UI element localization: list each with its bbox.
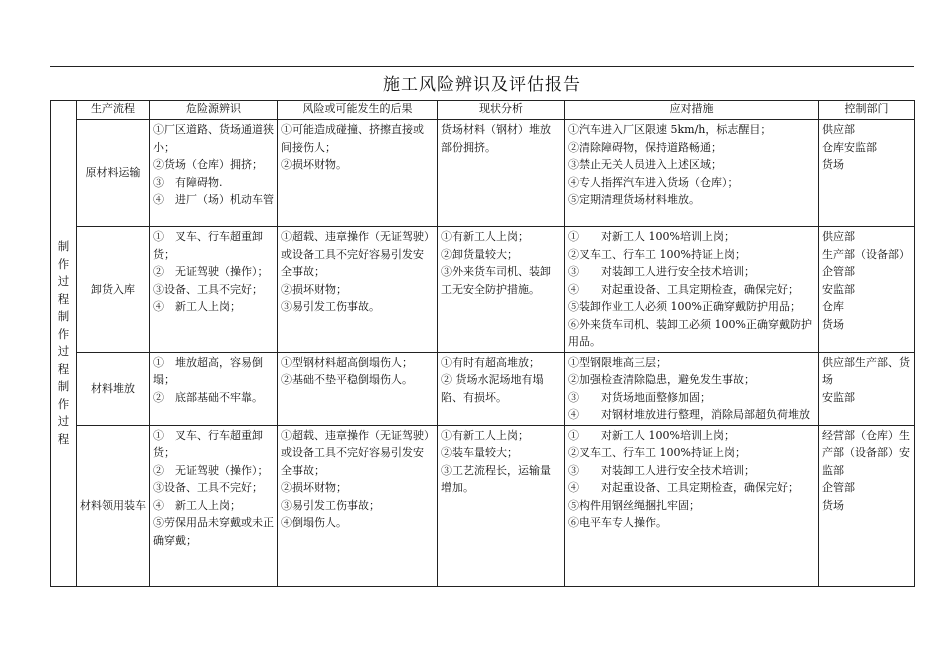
- consequences-item: ②损坏财物。: [281, 158, 347, 171]
- hazards-cell: [150, 120, 278, 227]
- measures-item: ③禁止无关人员进入上述区域；: [568, 158, 722, 171]
- consequences-cell: [278, 352, 438, 425]
- dept-item: 供应部: [822, 123, 855, 136]
- measures-item: ④专人指挥汽车进入货场（仓库）；: [568, 175, 739, 189]
- status-item: ①有新工人上岗；: [441, 230, 529, 243]
- measures-item: ①汽车进入厂区限速 5km/h，标志醒目；: [568, 123, 772, 136]
- hazards-item: ② 无证驾驶（操作）；: [153, 265, 269, 278]
- consequences-item: ④倒塌伤人。: [281, 516, 347, 529]
- status-item: ③工艺流程长，运输量增加。: [441, 463, 551, 494]
- stage-cell: 材料领用装车: [77, 425, 150, 586]
- hazards-item: ③ 有障碍物.: [153, 175, 223, 189]
- measures-item: ④ 对起重设备、工具定期检查，确保完好；: [568, 282, 799, 296]
- hazards-item: ④ 新工人上岗；: [153, 300, 241, 313]
- table-row: [51, 425, 915, 586]
- hazards-item: ① 叉车、行车超重卸货；: [153, 428, 263, 459]
- header-dept: 控制部门: [819, 101, 915, 120]
- consequences-cell: [278, 227, 438, 353]
- hazards-cell: [150, 425, 278, 586]
- dept-item: 企管部: [822, 481, 855, 494]
- status-item: 货场材料（钢材）堆放部份拥挤。: [441, 123, 551, 154]
- dept-item: 仓库: [822, 300, 844, 313]
- dept-cell: [819, 120, 915, 227]
- hazards-item: ② 无证驾驶（操作）；: [153, 463, 269, 477]
- stage-cell: 材料堆放: [77, 352, 150, 425]
- top-rule: [50, 66, 914, 67]
- header-stage: 生产流程: [77, 101, 150, 120]
- hazards-item: ⑤劳保用品未穿戴或未正确穿戴；: [153, 516, 274, 547]
- dept-item: 供应部生产部、货场: [822, 355, 910, 386]
- risk-table: [50, 100, 915, 587]
- stage-cell: 卸货入库: [77, 227, 150, 353]
- stage-cell: 原材料运输: [77, 120, 150, 227]
- consequences-cell: [278, 120, 438, 227]
- measures-item: ③ 对装卸工人进行安全技术培训；: [568, 463, 755, 477]
- dept-cell: [819, 352, 915, 425]
- header-hazards: 危险源辨识: [150, 101, 278, 120]
- header-measures: 应对措施: [565, 101, 819, 120]
- hazards-item: ④ 进厂（场）机动车管: [153, 193, 274, 206]
- consequences-item: ②损坏财物；: [281, 481, 347, 494]
- dept-item: 货场: [822, 158, 844, 171]
- measures-item: ⑤定期清理货场材料堆放。: [568, 193, 700, 206]
- measures-item: ③ 对货场地面整修加固；: [568, 390, 711, 404]
- hazards-item: ③设备、工具不完好；: [153, 282, 263, 296]
- hazards-item: ① 叉车、行车超重卸货；: [153, 230, 263, 261]
- dept-item: 货场: [822, 498, 844, 512]
- measures-item: ②叉车工、行车工 100%持证上岗；: [568, 247, 746, 261]
- hazards-item: ④ 新工人上岗；: [153, 498, 241, 512]
- dept-item: 安监部: [822, 390, 855, 404]
- status-item: ③外来货车司机、装卸工无安全防护措施。: [441, 265, 551, 296]
- hazards-item: ② 底部基础不牢靠。: [153, 390, 263, 404]
- measures-item: ②清除障碍物，保持道路畅通；: [568, 140, 722, 154]
- hazards-item: ①厂区道路、货场通道狭小；: [153, 123, 274, 154]
- table-row: [51, 120, 915, 227]
- consequences-item: ①超载、违章操作（无证驾驶）或设备工具不完好容易引发安全事故；: [281, 428, 430, 477]
- measures-item: ②加强检查清除隐患，避免发生事故；: [568, 373, 755, 386]
- hazards-item: ③设备、工具不完好；: [153, 481, 263, 494]
- dept-cell: [819, 425, 915, 586]
- table-row: [51, 352, 915, 425]
- header-row: [51, 101, 915, 120]
- consequences-item: ③易引发工伤事故。: [281, 300, 380, 313]
- dept-item: 企管部: [822, 265, 855, 278]
- measures-cell: [565, 120, 819, 227]
- status-cell: [438, 425, 565, 586]
- consequences-item: ①超载、违章操作（无证驾驶）或设备工具不完好容易引发安全事故；: [281, 230, 430, 278]
- dept-item: 供应部: [822, 230, 855, 243]
- dept-item: 仓库安监部: [822, 140, 877, 154]
- status-cell: [438, 120, 565, 227]
- measures-item: ③ 对装卸工人进行安全技术培训；: [568, 265, 755, 278]
- dept-item: 货场: [822, 317, 844, 331]
- dept-item: 生产部（设备部）: [822, 247, 910, 261]
- header-consequences: 风险或可能发生的后果: [278, 101, 438, 120]
- measures-item: ⑥电平车专人操作。: [568, 516, 667, 529]
- status-cell: [438, 352, 565, 425]
- status-item: ②装车量较大；: [441, 446, 518, 459]
- measures-item: ⑥外来货车司机、装卸工必须 100%正确穿戴防护用品。: [568, 317, 812, 348]
- consequences-item: ②损坏财物；: [281, 282, 347, 296]
- status-cell: [438, 227, 565, 353]
- status-item: ①有新工人上岗；: [441, 428, 529, 442]
- measures-item: ⑤构件用钢丝绳捆扎牢固；: [568, 498, 700, 512]
- hazards-cell: [150, 352, 278, 425]
- dept-item: 安监部: [822, 282, 855, 296]
- status-item: ② 货场水泥场地有塌陷、有损坏。: [441, 373, 544, 404]
- measures-item: ④ 对起重设备、工具定期检查，确保完好；: [568, 481, 799, 494]
- side-label: 制作过程制作过程制作过程: [51, 101, 77, 587]
- dept-cell: [819, 227, 915, 353]
- report-title: 施工风险辨识及评估报告: [383, 75, 581, 95]
- measures-item: ②叉车工、行车工 100%持证上岗；: [568, 446, 746, 459]
- measures-cell: [565, 352, 819, 425]
- consequences-item: ②基础不垫平稳倒塌伤人。: [281, 373, 413, 386]
- hazards-item: ②货场（仓库）拥挤；: [153, 158, 263, 171]
- consequences-item: ①可能造成碰撞、挤擦直接或间接伤人；: [281, 123, 424, 154]
- consequences-cell: [278, 425, 438, 586]
- dept-item: 经营部（仓库）生产部（设备部）安监部: [822, 428, 910, 477]
- measures-item: ① 对新工人 100%培训上岗；: [568, 230, 735, 243]
- measures-item: ① 对新工人 100%培训上岗；: [568, 428, 735, 442]
- hazards-cell: [150, 227, 278, 353]
- consequences-item: ③易引发工伤事故；: [281, 498, 380, 512]
- measures-cell: [565, 425, 819, 586]
- measures-cell: [565, 227, 819, 353]
- measures-item: ④ 对钢材堆放进行整理，消除局部超负荷堆放: [568, 408, 810, 421]
- status-item: ②卸货量较大；: [441, 247, 518, 261]
- table-row: [51, 227, 915, 353]
- status-item: ①有时有超高堆放；: [441, 355, 540, 369]
- header-status: 现状分析: [438, 101, 565, 120]
- measures-item: ⑤装卸作业工人必须 100%正确穿戴防护用品；: [568, 300, 801, 313]
- measures-item: ①型钢限堆高三层；: [568, 355, 667, 369]
- consequences-item: ①型钢材料超高倒塌伤人；: [281, 355, 413, 369]
- hazards-item: ① 堆放超高，容易倒塌；: [153, 355, 263, 386]
